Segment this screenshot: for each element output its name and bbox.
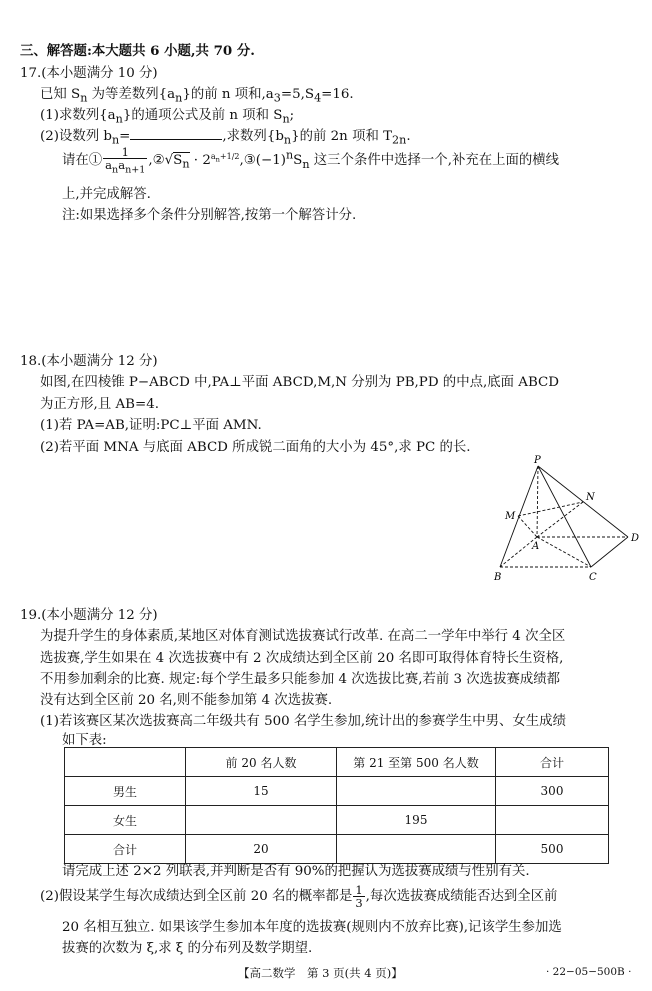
table-cell: 500 <box>496 835 609 864</box>
table-header-row <box>65 748 609 777</box>
edge-cd <box>591 537 628 567</box>
table-header-cell: 合计 <box>496 748 609 777</box>
q19-part2: (2)假设某学生每次成绩达到全区前 20 名的概率都是 $\frac{1}{3}$ ,每次选拔赛成绩能否达到全区前 <box>40 883 558 911</box>
label-n: N <box>586 492 595 503</box>
sqrt-icon: √ <box>164 153 174 169</box>
table-cell: 女生 <box>65 806 186 835</box>
q19-score: (本小题满分 12 分) <box>41 608 158 623</box>
segment-ma <box>518 516 537 537</box>
q18-score: (本小题满分 12 分) <box>41 354 158 369</box>
label-c: C <box>589 572 597 583</box>
probability-fraction: $\frac{1}{3}$ <box>355 883 363 911</box>
q17-choices: 请在① $\frac{1}{a_na_{n+1}}$ $,②√S_n$ · $2^{a_n+1/2},③(-1)^nS_n$ 这三个条件中选择一个,补充在上面的横线 <box>62 145 560 176</box>
edge-pa <box>537 466 538 537</box>
table-cell: 20 <box>186 835 337 864</box>
label-p: P <box>534 455 541 466</box>
table-row <box>65 806 609 835</box>
q19-line3: 不用参加剩余的比赛. 规定:每个学生最多只能参加 4 次选拔比赛,若前 3 次选拔赛成绩都 <box>40 672 561 687</box>
edge-pd <box>538 466 628 537</box>
table-cell: 300 <box>496 777 609 806</box>
exam-code: · 22−05−500B · <box>546 966 632 978</box>
q19-line2: 选拔赛,学生如果在 4 次选拔赛中有 2 次成绩达到全区前 20 名即可取得体育特长生资格, <box>40 651 564 666</box>
table-cell <box>337 777 496 806</box>
q18-line1: 如图,在四棱锥 P−ABCD 中,PA⊥平面 ABCD,M,N 分别为 PB,PD 的中点,底面 ABCD <box>40 375 560 390</box>
pyramid-figure <box>490 452 640 587</box>
label-a: A <box>532 541 540 552</box>
q19-number: 19.(本小题满分 12 分) <box>20 608 158 623</box>
q19-part1: (1)若该赛区某次选拔赛高二年级共有 500 名学生参加,统计出的参赛学生中男、女生成绩 <box>40 714 566 729</box>
q18-line2: 为正方形,且 AB=4. <box>40 397 159 412</box>
table-header-cell: 前 20 名人数 <box>186 748 337 777</box>
q17-number: 17.(本小题满分 10 分) <box>20 66 158 81</box>
q17-part1: (1)求数列$\{a_n\}$的通项公式及前 n 项和 $S_n$; <box>40 108 295 126</box>
section-header: 三、解答题:本大题共 6 小题,共 70 分. <box>20 43 255 59</box>
table-cell <box>186 806 337 835</box>
q19-part2-line3: 拔赛的次数为 ξ,求 ξ 的分布列及数学期望. <box>62 941 313 956</box>
q19-part1-table-intro: 如下表: <box>62 733 107 748</box>
label-d: D <box>631 533 640 544</box>
label-m: M <box>505 511 516 522</box>
table-cell: 合计 <box>65 835 186 864</box>
q17-note: 注:如果选择多个条件分别解答,按第一个解答计分. <box>62 208 357 223</box>
table-header-cell <box>65 748 186 777</box>
answer-blank[interactable] <box>130 127 222 140</box>
q19-line1: 为提升学生的身体素质,某地区对体育测试选拔赛试行改革. 在高二一学年中举行 4 次全区 <box>40 629 566 644</box>
q18-number: 18.(本小题满分 12 分) <box>20 354 158 369</box>
label-b: B <box>494 572 502 583</box>
q17-continuation: 上,并完成解答. <box>62 187 151 202</box>
q19-part2-line2: 20 名相互独立. 如果该学生参加本年度的选拔赛(规则内不放弃比赛),记该学生参加选 <box>62 920 562 935</box>
q18-part2: (2)若平面 MNA 与底面 ABCD 所成锐二面角的大小为 45°,求 PC 的长. <box>40 440 471 455</box>
table-cell: 195 <box>337 806 496 835</box>
page-footer: 【高二数学 第 3 页(共 4 页)】 <box>238 966 403 980</box>
table-header-cell: 第 21 至第 500 名人数 <box>337 748 496 777</box>
q19-part1-task: 请完成上述 2×2 列联表,并判断是否有 90%的把握认为选拔赛成绩与性别有关. <box>62 864 530 879</box>
q17-part2: (2)设数列 $b_n=$ ,求数列$\{b_n\}$的前 2n 项和 $T_{2n}$. <box>40 129 411 147</box>
q17-given: 已知 $S_n$ 为等差数列$\{a_n\}$的前 n 项和$,a_3=5,S_4=16$. <box>40 87 354 105</box>
contingency-table <box>64 747 609 864</box>
table-cell <box>496 806 609 835</box>
q19-line4: 没有达到全区前 20 名,则不能参加第 4 次选拔赛. <box>40 693 333 708</box>
table-row <box>65 777 609 806</box>
q17-score: (本小题满分 10 分) <box>41 66 158 81</box>
table-cell: 男生 <box>65 777 186 806</box>
fraction-option-1: $\frac{1}{a_na_{n+1}}$ <box>105 145 146 176</box>
q18-part1: (1)若 PA=AB,证明:PC⊥平面 AMN. <box>40 418 262 433</box>
table-cell: 15 <box>186 777 337 806</box>
